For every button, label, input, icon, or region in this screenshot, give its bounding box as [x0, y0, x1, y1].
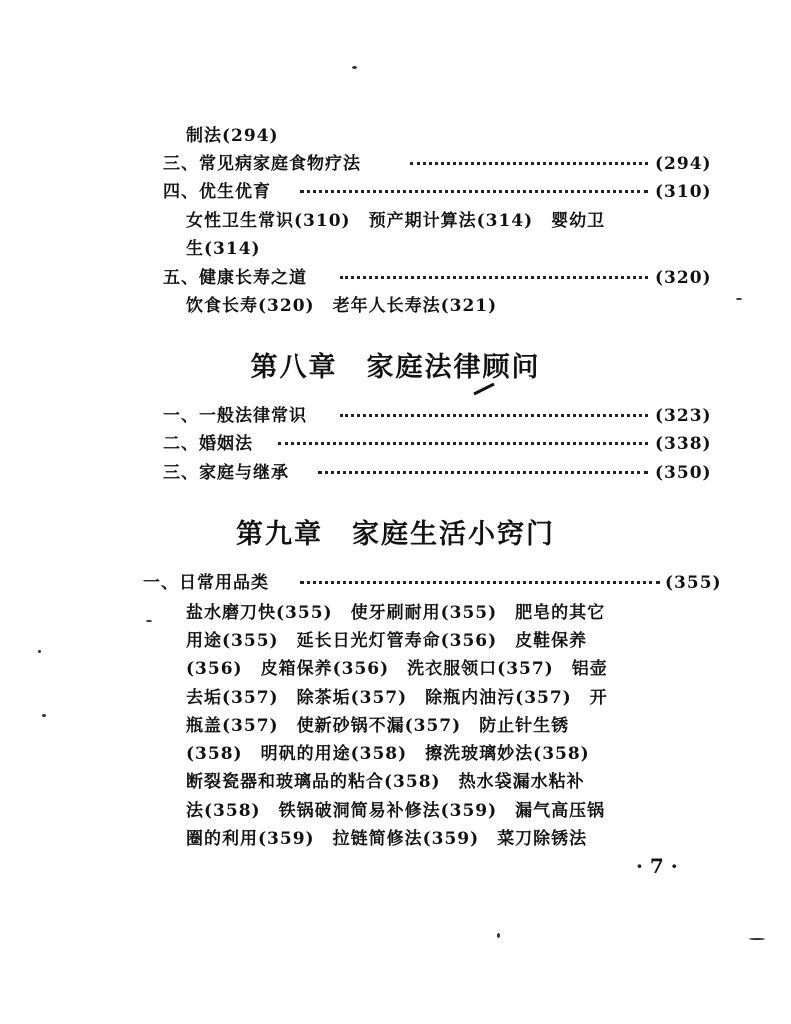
toc-entry[interactable]	[0, 402, 791, 430]
toc-entry-title: 五、健康长寿之道	[163, 268, 307, 288]
scan-speck	[497, 933, 500, 938]
chapter-heading: 第九章 家庭生活小窍门	[236, 519, 555, 550]
scan-speck	[38, 650, 41, 653]
toc-sub-text: (356) 皮箱保养(356) 洗衣服领口(357) 铝壶	[186, 659, 608, 679]
pen-mark-icon	[472, 382, 496, 396]
toc-sub-text: 饮食长寿(320) 老年人长寿法(321)	[186, 296, 498, 316]
toc-sub-text: 瓶盖(357) 使新砂锅不漏(357) 防止针生锈	[186, 716, 570, 736]
toc-entry[interactable]	[0, 264, 791, 292]
leader-dots	[300, 581, 660, 584]
toc-entry-page: (350)	[655, 463, 712, 483]
toc-entry-title: 三、家庭与继承	[163, 463, 289, 483]
toc-sub-text: 制法(294)	[186, 126, 279, 146]
toc-sub-line	[0, 768, 791, 796]
toc-entry-title: 三、常见病家庭食物疗法	[163, 154, 361, 174]
toc-sub-text: 盐水磨刀快(355) 使牙刷耐用(355) 肥皂的其它	[186, 603, 606, 623]
toc-sub-text: 生(314)	[186, 239, 261, 259]
toc-entry-title: 一、日常用品类	[143, 573, 269, 593]
toc-sub-line	[0, 712, 791, 740]
toc-entry[interactable]	[0, 459, 791, 487]
leader-dots	[410, 162, 648, 165]
toc-sub-line	[0, 235, 791, 263]
toc-sub-line	[0, 122, 791, 150]
leader-dots	[318, 471, 648, 474]
leader-dots	[340, 276, 648, 279]
toc-entry-page: (310)	[655, 182, 712, 202]
toc-sub-text: 女性卫生常识(310) 预产期计算法(314) 婴幼卫	[186, 211, 606, 231]
toc-sub-line	[0, 627, 791, 655]
scan-speck	[749, 938, 765, 940]
toc-entry-page: (323)	[655, 406, 712, 426]
toc-entry-page: (294)	[655, 154, 712, 174]
scan-speck	[352, 66, 357, 69]
toc-sub-line	[0, 292, 791, 320]
toc-sub-text: 断裂瓷器和玻璃品的粘合(358) 热水袋漏水粘补	[186, 772, 585, 792]
toc-sub-line	[0, 655, 791, 683]
toc-sub-text: 用途(355) 延长日光灯管寿命(356) 皮鞋保养	[186, 631, 588, 651]
toc-sub-line	[0, 599, 791, 627]
toc-entry[interactable]	[0, 150, 791, 178]
leader-dots	[300, 190, 648, 193]
toc-sub-text: 去垢(357) 除茶垢(357) 除瓶内油污(357) 开	[186, 688, 608, 708]
toc-entry[interactable]	[0, 569, 791, 597]
toc-sub-text: (358) 明矾的用途(358) 擦洗玻璃妙法(358)	[186, 744, 590, 764]
toc-entry-page: (338)	[655, 434, 712, 454]
scan-speck	[736, 298, 742, 300]
toc-entry-page: (320)	[655, 268, 712, 288]
toc-entry[interactable]	[0, 430, 791, 458]
toc-sub-line	[0, 825, 791, 853]
toc-entry-page: (355)	[665, 573, 722, 593]
leader-dots	[340, 414, 648, 417]
toc-sub-line	[0, 684, 791, 712]
page-number: · 7 ·	[636, 854, 678, 878]
scan-speck	[42, 714, 46, 717]
toc-entry[interactable]	[0, 178, 791, 206]
toc-sub-line	[0, 797, 791, 825]
chapter-heading: 第八章 家庭法律顾问	[250, 352, 541, 383]
toc-entry-title: 一、一般法律常识	[163, 406, 307, 426]
toc-sub-line	[0, 207, 791, 235]
toc-entry-title: 二、婚姻法	[163, 434, 253, 454]
toc-sub-text: 圈的利用(359) 拉链简修法(359) 菜刀除锈法	[186, 829, 588, 849]
toc-entry-title: 四、优生优育	[163, 182, 271, 202]
toc-sub-text: 法(358) 铁锅破洞简易补修法(359) 漏气高压锅	[186, 801, 606, 821]
scan-speck	[146, 620, 152, 622]
leader-dots	[278, 442, 648, 445]
toc-sub-line	[0, 740, 791, 768]
